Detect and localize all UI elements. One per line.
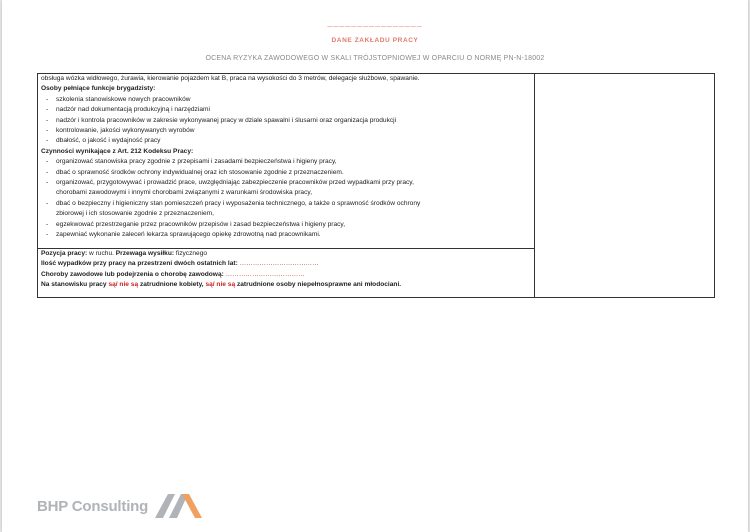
accidents-label: Ilość wypadków przy pracy na przestrzeni dwóch ostatnich lat:	[41, 260, 238, 268]
employment-option-1: są/ nie są	[108, 281, 139, 289]
brigadier-heading: Osoby pełniące funkcje brygadzisty:	[41, 85, 156, 93]
list-item: - dbałość, o jakość i wydajność pracy	[41, 136, 531, 146]
accidents-dots: ………………………………	[237, 260, 319, 268]
position-label: Pozycja pracy:	[41, 250, 88, 257]
list-item: - nadzór nad dokumentacją produkcyjną i narzędziami	[41, 105, 531, 115]
dominance-label: Przewaga wysiłku:	[113, 250, 175, 257]
header-title: DANE ZAKŁADU PRACY	[331, 37, 419, 44]
empty-right-cell	[535, 74, 715, 298]
list-item: - organizować stanowiska pracy zgodnie z przepisami i zasadami bezpieczeństwa i higieny pracy,	[41, 157, 531, 167]
header-dash-line: ────────────────	[327, 24, 423, 31]
employment-mid: zatrudnione kobiety,	[138, 281, 206, 289]
list-item: - egzekwować przestrzeganie przez pracowników przepisów i zasad bezpieczeństwa i higieny pracy,	[41, 220, 531, 230]
header-subtitle: OCENA RYZYKA ZAWODOWEGO W SKALI TRÓJSTOPNIOWEJ W OPARCIU O NORMĘ PN-N-18002	[205, 55, 545, 62]
diseases-line	[41, 270, 531, 280]
bhp-consulting-logo	[37, 492, 207, 522]
diseases-label: Choroby zawodowe lub podejrzenia o chorobę zawodową:	[41, 270, 224, 278]
list-item: - kontrolowanie, jakości wykonywanych wyrobów	[41, 126, 531, 136]
list-item: - nadzór i kontrola pracowników w zakresie wykonywanej pracy w dziale spawalni i ślusarni oraz organizacja produkcji	[41, 116, 531, 126]
intro-text: obsługa wózka widłowego, żurawia, kierowanie pojazdem kat B, praca na wysokości do 3 metrów, delegacje służbowe, spawanie.	[41, 75, 420, 82]
accidents-line	[41, 259, 531, 269]
employment-post: zatrudnione osoby niepełnosprawne ani młodociani.	[235, 281, 402, 289]
list-item: - organizować, przygotowywać i prowadzić prace, uwzględniając zabezpieczenie pracowników przed wypadkami przy pracy,	[41, 178, 531, 188]
list-item-continuation: chorobami zawodowymi i innymi chorobami związanymi z warunkami środowiska pracy,	[56, 189, 313, 197]
document-page	[2, 0, 748, 532]
assessment-table	[37, 73, 715, 298]
duties-cell	[38, 74, 535, 249]
employment-option-2: są/ nie są	[205, 281, 236, 289]
article-heading: Czynności wynikające z Art. 212 Kodeksu Pracy:	[41, 147, 194, 155]
list-item-continuation: zbiorowej i ich stosowanie zgodnie z przeznaczeniem,	[56, 210, 214, 218]
list-item: - dbać o bezpieczny i higieniczny stan pomieszczeń pracy i wyposażenia technicznego, a także o sprawność środków ochrony	[41, 199, 531, 209]
diseases-dots: ………………………………	[223, 270, 305, 278]
work-position-line	[41, 249, 531, 259]
details-cell	[38, 249, 535, 298]
employment-pre: Na stanowisku pracy	[41, 281, 109, 289]
logo-text: BHP Consulting	[37, 498, 149, 515]
position-value: w ruchu.	[87, 250, 114, 257]
logo-mountain-icon	[155, 492, 203, 518]
employment-line	[41, 280, 531, 290]
dominance-value: fizycznego	[174, 250, 208, 257]
list-item: - szkolenia stanowiskowe nowych pracowników	[41, 95, 531, 105]
list-item: - dbać o sprawność środków ochrony indywidualnej oraz ich stosowanie zgodnie z przeznaczeniem.	[41, 168, 531, 178]
list-item: - zapewniać wykonanie zaleceń lekarza sprawującego opiekę zdrowotną nad pracownikami.	[41, 230, 531, 240]
